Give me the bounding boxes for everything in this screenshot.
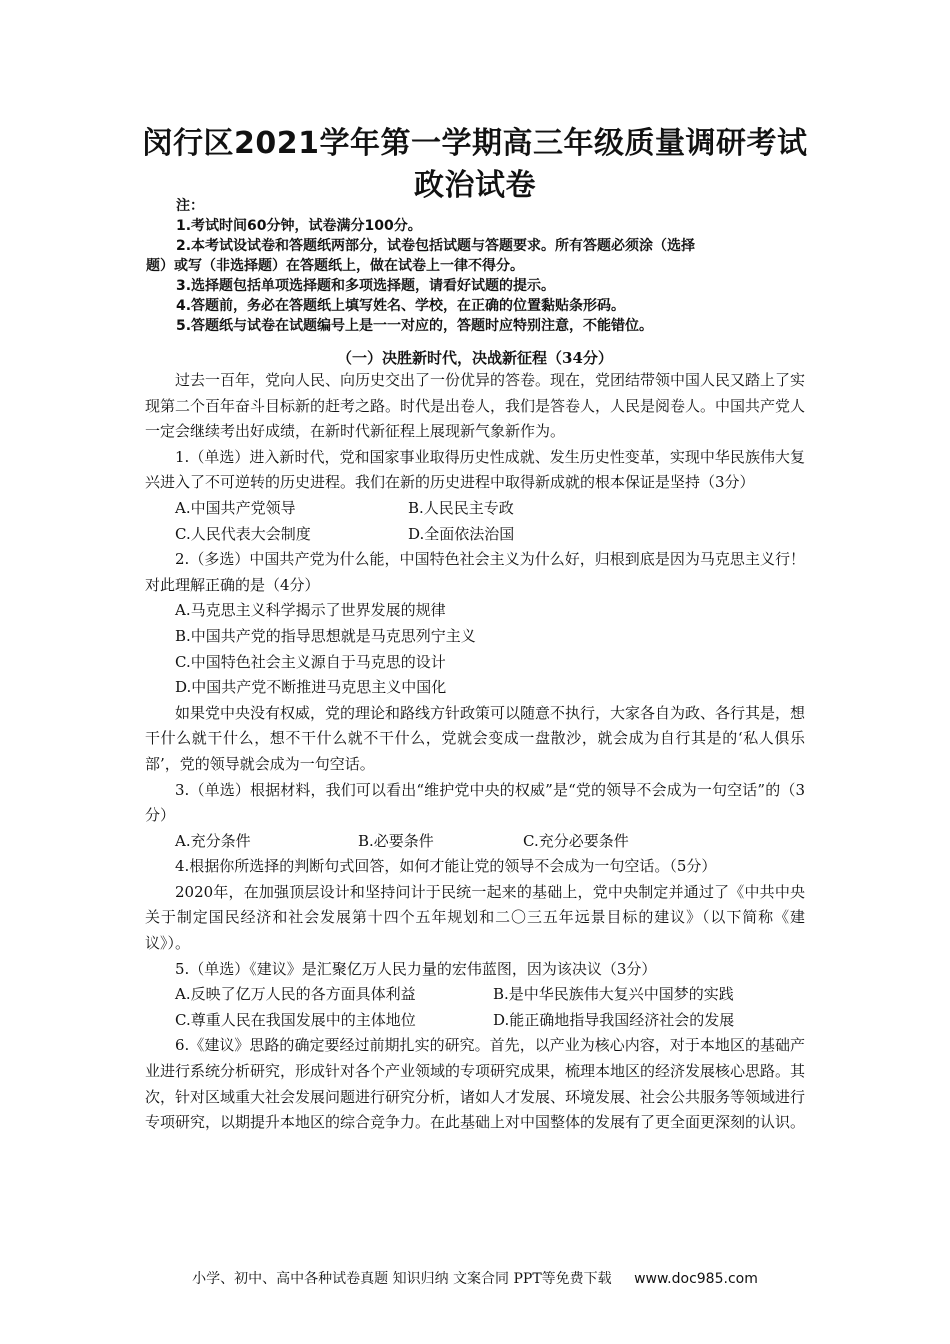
exam-subtitle: 政治试卷 [414,168,536,203]
note-item: 3.选择题包括单项选择题和多项选择题，请看好试题的提示。 [176,278,556,294]
option-d: D.能正确地指导我国经济社会的发展 [493,1010,735,1029]
note-item: 4.答题前，务必在答题纸上填写姓名、学校，在正确的位置黏贴条形码。 [176,298,626,314]
option-a: A.反映了亿万人民的各方面具体利益 [175,985,416,1004]
question-body [145,368,805,1136]
footer-text: 小学、初中、高中各种试卷真题 知识归纳 文案合同 PPT等免费下载 [192,1271,612,1287]
question-1-stem: 1.（单选）进入新时代，党和国家事业取得历史性成就、发生历史性变革，实现中华民族伟大复兴进入了不可逆转的历史进程。我们在新的历史进程中取得新成就的根本保证是坚持（3分） [145,447,805,492]
question-4-stem: 4.根据你所选择的判断句式回答，如何才能让党的领导不会成为一句空话。（5分） [175,857,717,876]
option-c: C.人民代表大会制度 [175,524,311,543]
page-footer [0,1268,950,1288]
section-title: （一）决胜新时代，决战新征程（34分） [337,349,613,367]
note-item: 1.考试时间60分钟，试卷满分100分。 [176,218,422,234]
question-1-options-row-2 [145,522,805,548]
option-b: B.中国共产党的指导思想就是马克思列宁主义 [175,626,476,645]
note-item: 2.本考试设试卷和答题纸两部分，试卷包括试题与答题要求。所有答题必须涂（选择 [176,238,696,254]
question-1-options-row-1 [145,496,805,522]
section-intro: 过去一百年，党向人民、向历史交出了一份优异的答卷。现在，党团结带领中国人民又踏上了实现第二个百年奋斗目标新的赶考之路。时代是出卷人，我们是答卷人，人民是阅卷人。中国共产党人一定会继续考出好成绩，在新时代新征程上展现新气象新作为。 [145,371,806,441]
question-3-stem: 3.（单选）根据材料，我们可以看出“维护党中央的权威”是“党的领导不会成为一句空话”的（3分） [145,780,805,825]
question-6-stem: 6.《建议》思路的确定要经过前期扎实的研究。首先，以产业为核心内容，对于本地区的基础产业进行系统分析研究，形成针对各个产业领域的专项研究成果，梳理本地区的经济发展核心思路。其次，针对区域重大社会发展问题进行研究分析，诸如人才发展、环境发展、社会公共服务等领域进行专项研究，以期提升本地区的综合竞争力。在此基础上对中国整体的发展有了更全面更深刻的认识。 [145,1036,806,1132]
material-3: 2020年，在加强顶层设计和坚持问计于民统一起来的基础上，党中央制定并通过了《中共中央关于制定国民经济和社会发展第十四个五年规划和二〇三五年远景目标的建议》（以下简称《建议》）。 [145,882,805,953]
note-item: 题）或写（非选择题）在答题纸上，做在试卷上一律不得分。 [146,258,524,274]
notes-label: 注： [176,198,204,214]
option-c: C.中国特色社会主义源自于马克思的设计 [175,652,446,671]
question-2-stem: 2.（多选）中国共产党为什么能，中国特色社会主义为什么好，归根到底是因为马克思主义行！对此理解正确的是（4分） [145,550,805,594]
material-2: 如果党中央没有权威，党的理论和路线方针政策可以随意不执行，大家各自为政、各行其是，想干什么就干什么，想不干什么就不干什么，党就会变成一盘散沙，就会成为自行其是的‘私人俱乐部’，党的领导就会成为一句空话。 [145,703,806,773]
option-a: A.中国共产党领导 [175,498,296,517]
option-b: B.必要条件 [358,831,434,850]
question-5-options-row-1 [145,982,805,1008]
exam-notes [146,196,796,336]
option-a: A.充分条件 [175,831,251,850]
option-b: B.是中华民族伟大复兴中国梦的实践 [493,985,734,1004]
note-item: 5.答题纸与试卷在试题编号上是一一对应的，答题时应特别注意，不能错位。 [176,318,654,334]
question-3-options-row [145,829,805,855]
option-c: C.充分必要条件 [523,831,629,850]
question-5-stem: 5.（单选）《建议》是汇聚亿万人民力量的宏伟蓝图，因为该决议（3分） [175,959,657,978]
option-d: D.全面依法治国 [408,524,515,543]
question-5-options-row-2 [145,1008,805,1034]
exam-title: 闵行区2021学年第一学期高三年级质量调研考试 [142,126,808,161]
option-c: C.尊重人民在我国发展中的主体地位 [175,1010,416,1029]
option-b: B.人民民主专政 [408,498,514,517]
option-a: A.马克思主义科学揭示了世界发展的规律 [175,601,446,620]
option-d: D.中国共产党不断推进马克思主义中国化 [175,678,447,697]
footer-url[interactable]: www.doc985.com [634,1271,758,1287]
